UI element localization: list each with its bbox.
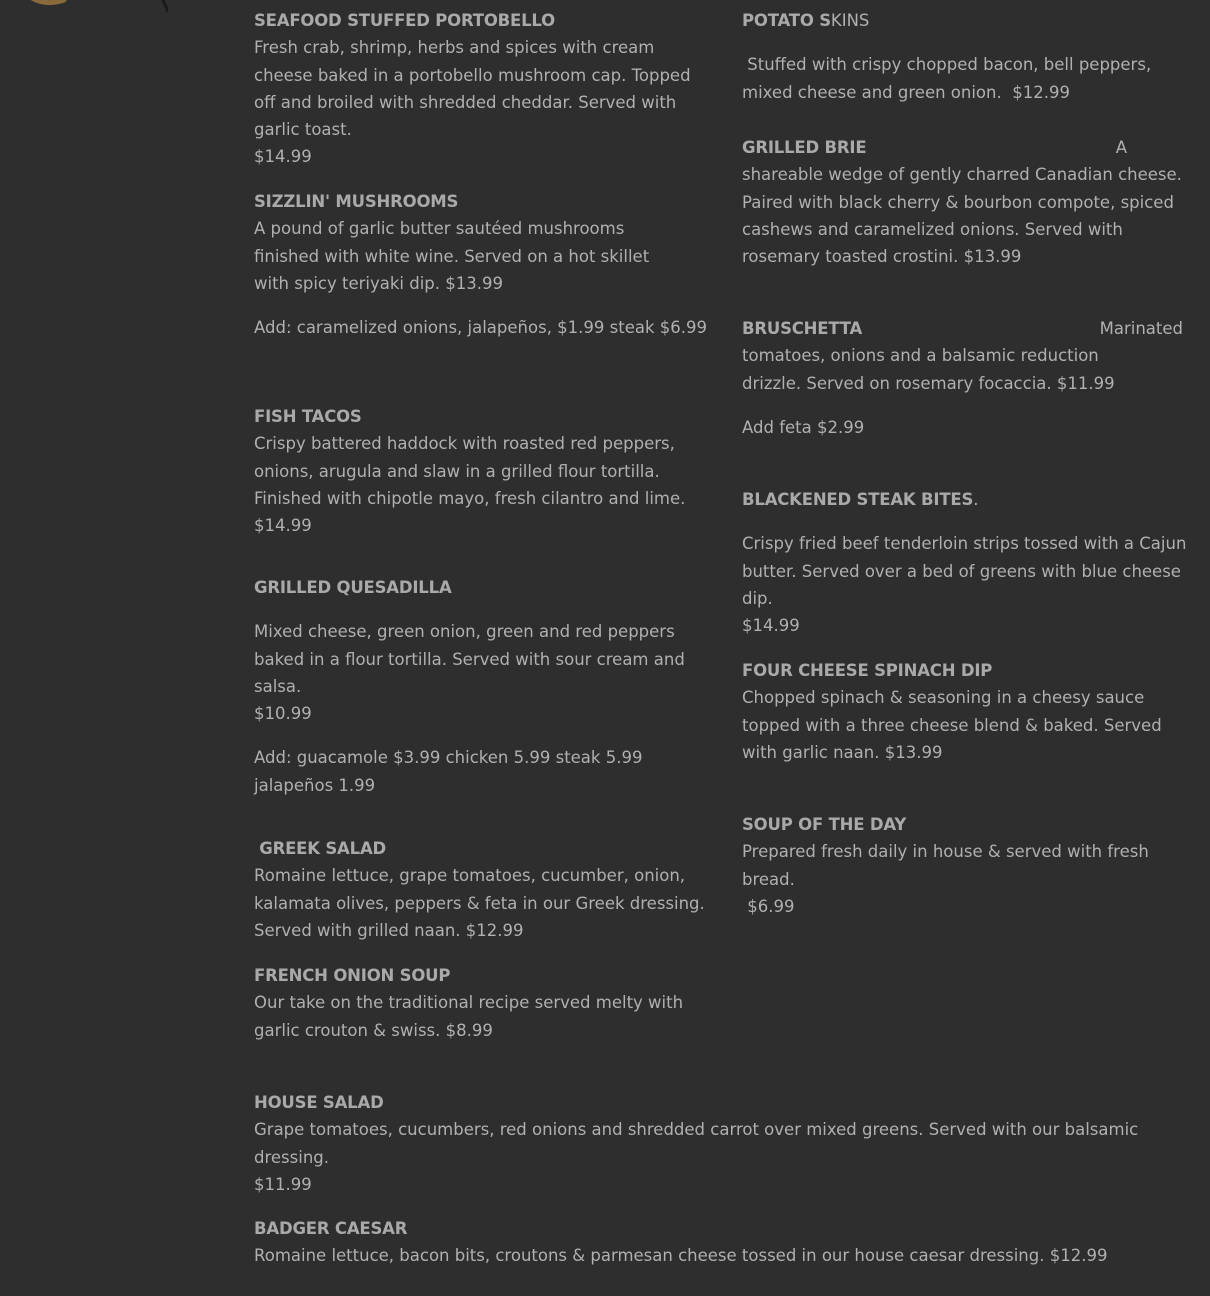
item-description: A pound of garlic butter sautéed mushrooms finished with white wine. Served on a hot skillet with spicy teriyaki dip. $13.99	[254, 219, 650, 293]
item-name: BRUSCHETTA	[742, 319, 863, 338]
menu-item-potato-skins	[742, 7, 1188, 106]
menu-item-blackened-steak-bites	[742, 486, 1188, 639]
item-name: GRILLED BRIE	[742, 138, 867, 157]
item-description: Mixed cheese, green onion, green and red peppers baked in a flour tortilla. Served with sour cream and salsa.	[254, 622, 685, 696]
item-name-suffix: .	[973, 490, 979, 509]
item-name: SOUP OF THE DAY	[742, 815, 907, 834]
item-price: $14.99	[742, 616, 800, 636]
item-price: $6.99	[742, 896, 795, 916]
menu-item-badger-caesar	[254, 1215, 1194, 1270]
item-description-lead: Marinated	[1099, 319, 1183, 338]
item-name: FRENCH ONION SOUP	[254, 966, 451, 985]
item-name: SEAFOOD STUFFED PORTOBELLO	[254, 11, 555, 30]
menu-item-four-cheese-spinach-dip	[742, 657, 1188, 766]
menu-item-grilled-quesadilla	[254, 574, 714, 799]
menu-item-grilled-brie	[742, 134, 1188, 270]
menu-item-sizzlin-mushrooms	[254, 188, 714, 341]
item-name: FISH TACOS	[254, 407, 362, 426]
item-addon: Add: caramelized onions, jalapeños, $1.99 steak $6.99	[254, 318, 708, 338]
item-name: BADGER CAESAR	[254, 1219, 408, 1238]
item-price: $10.99	[254, 704, 312, 724]
item-description: Grape tomatoes, cucumbers, red onions and shredded carrot over mixed greens. Served with our balsamic dressing.	[254, 1120, 1139, 1167]
item-description-lead: A	[1115, 138, 1127, 157]
menu-item-seafood-stuffed-portobello	[254, 7, 714, 171]
item-name: SIZZLIN' MUSHROOMS	[254, 192, 459, 211]
logo-fragment-icon	[18, 0, 168, 20]
item-name-rest: KINS	[830, 11, 870, 30]
menu-item-fish-tacos	[254, 403, 714, 539]
item-name: POTATO S	[742, 11, 831, 30]
item-description: Prepared fresh daily in house & served with fresh bread.	[742, 842, 1149, 889]
menu-item-soup-of-the-day	[742, 811, 1188, 920]
item-name: GREEK SALAD	[259, 839, 387, 858]
item-description: Stuffed with crispy chopped bacon, bell peppers, mixed cheese and green onion. $12.99	[742, 55, 1157, 102]
item-description: Romaine lettuce, grape tomatoes, cucumber, onion, kalamata olives, peppers & feta in our Greek dressing. Served with grilled naan. $12.99	[254, 866, 705, 940]
item-description: shareable wedge of gently charred Canadian cheese. Paired with black cherry & bourbon compote, spiced cashews and caramelized onions. Served with rosemary toasted crostini. $13.99	[742, 165, 1182, 267]
item-name: FOUR CHEESE SPINACH DIP	[742, 661, 993, 680]
item-description: Crispy fried beef tenderloin strips tossed with a Cajun butter. Served over a bed of greens with blue cheese dip.	[742, 534, 1187, 608]
item-description: Chopped spinach & seasoning in a cheesy sauce topped with a three cheese blend & baked. Served with garlic naan. $13.99	[742, 688, 1162, 762]
item-price: $14.99	[254, 147, 312, 167]
item-description: Fresh crab, shrimp, herbs and spices with cream cheese baked in a portobello mushroom cap. Topped off and broiled with shredded cheddar. Served with garlic toast.	[254, 38, 691, 140]
item-name: BLACKENED STEAK BITES	[742, 490, 974, 509]
menu-item-house-salad	[254, 1089, 1194, 1198]
item-description: Crispy battered haddock with roasted red peppers, onions, arugula and slaw in a grilled flour tortilla. Finished with chipotle mayo, fresh cilantro and lime. $14.99	[254, 434, 686, 536]
item-name: GRILLED QUESADILLA	[254, 578, 452, 597]
item-name: HOUSE SALAD	[254, 1093, 384, 1112]
item-description: Romaine lettuce, bacon bits, croutons & parmesan cheese tossed in our house caesar dressing. $12.99	[254, 1246, 1108, 1266]
item-description: Our take on the traditional recipe served melty with garlic crouton & swiss. $8.99	[254, 993, 684, 1040]
item-price: $11.99	[254, 1174, 312, 1194]
menu-item-greek-salad	[254, 835, 714, 944]
menu-item-bruschetta	[742, 315, 1188, 441]
item-description: tomatoes, onions and a balsamic reduction drizzle. Served on rosemary focaccia. $11.99	[742, 346, 1115, 393]
item-addon: Add: guacamole $3.99 chicken 5.99 steak 5.99 jalapeños 1.99	[254, 748, 643, 795]
item-addon: Add feta $2.99	[742, 417, 865, 437]
menu-item-french-onion-soup	[254, 962, 714, 1044]
